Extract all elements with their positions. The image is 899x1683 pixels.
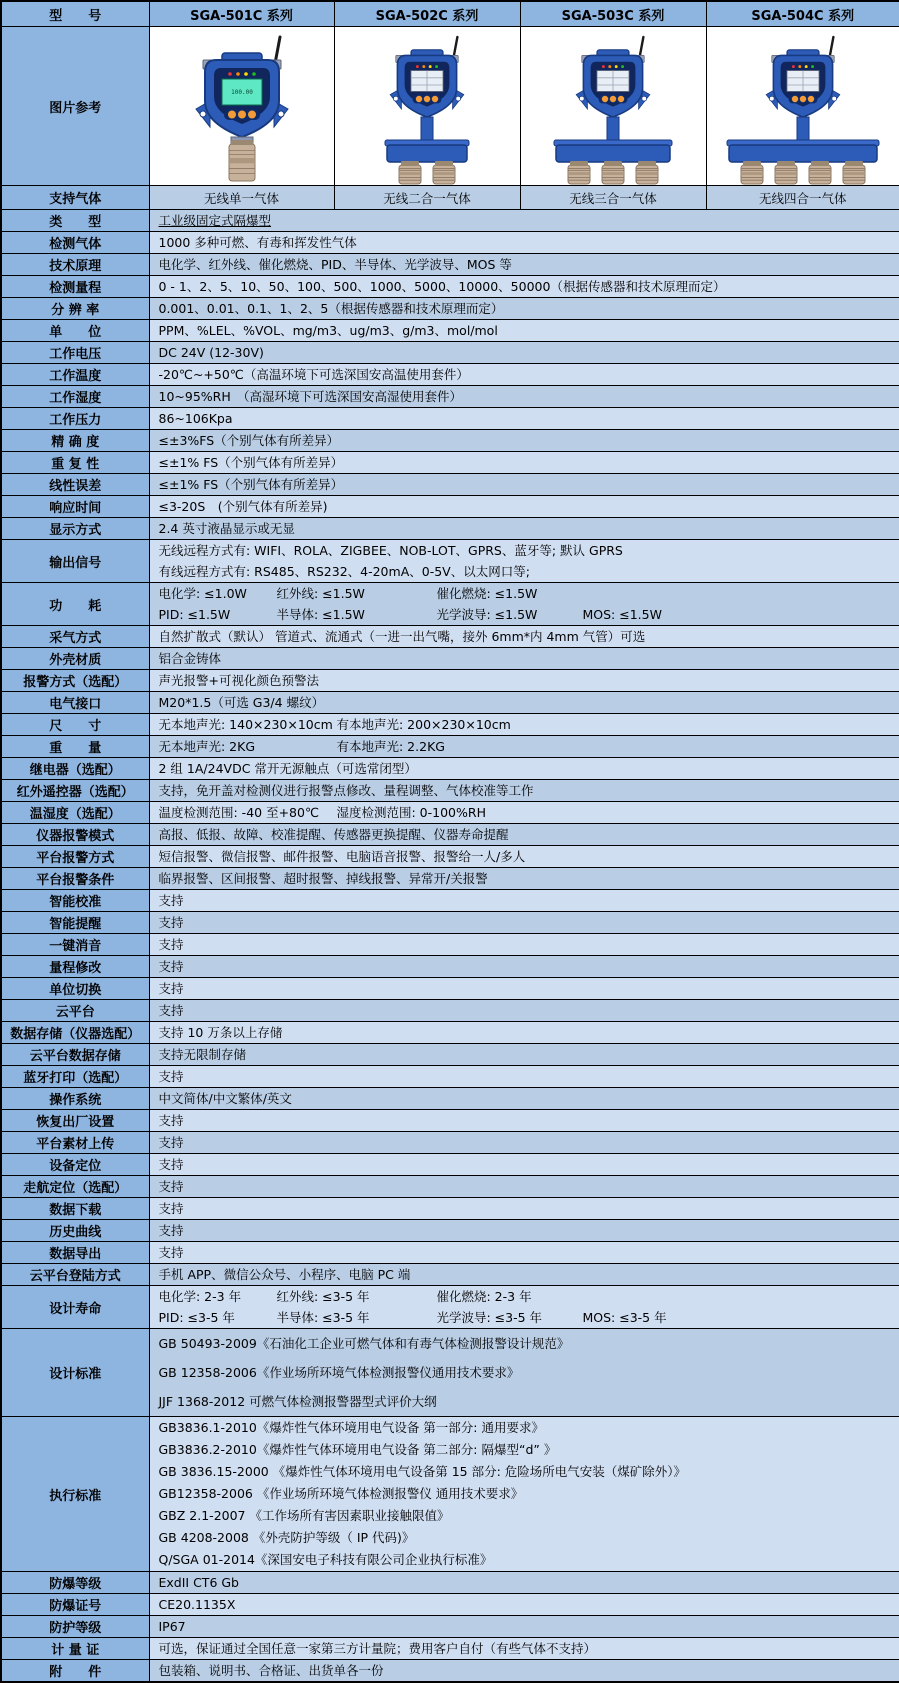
spec-row [1, 670, 899, 692]
spec-label: 检测量程 [1, 276, 149, 298]
spec-value [149, 583, 899, 626]
model-header-label: 型 号 [1, 1, 149, 27]
spec-row [1, 1110, 899, 1132]
spec-label: 防护等级 [1, 1616, 149, 1638]
spec-value: 支持 [149, 1154, 899, 1176]
spec-value [149, 714, 899, 736]
spec-value: ≤±3%FS（个别气体有所差异） [149, 430, 899, 452]
spec-value: IP67 [149, 1616, 899, 1638]
spec-value: 1000 多种可燃、有毒和挥发性气体 [149, 232, 899, 254]
spec-value: M20*1.5（可选 G3/4 螺纹） [149, 692, 899, 714]
spec-value-segment: MOS: ≤3-5 年 [582, 1310, 667, 1325]
supported-gas-label: 支持气体 [1, 186, 149, 210]
spec-label: 单 位 [1, 320, 149, 342]
model-header-sga-504c: SGA-504C 系列 [706, 1, 899, 27]
spec-row [1, 430, 899, 452]
spec-row [1, 1088, 899, 1110]
spec-label: 功 耗 [1, 583, 149, 626]
spec-label: 设备定位 [1, 1154, 149, 1176]
spec-value [149, 1286, 899, 1329]
model-header-row [1, 1, 899, 27]
spec-row [1, 474, 899, 496]
spec-row [1, 386, 899, 408]
spec-row [1, 912, 899, 934]
spec-label: 执行标准 [1, 1417, 149, 1572]
spec-label: 精 确 度 [1, 430, 149, 452]
gas-detector-illustration [523, 27, 703, 185]
spec-value-segment: PID: ≤1.5W [158, 607, 231, 622]
spec-label: 历史曲线 [1, 1220, 149, 1242]
spec-value-segment: 无本地声光: 2KG [158, 739, 256, 754]
spec-value: 支持 [149, 956, 899, 978]
spec-label: 云平台 [1, 1000, 149, 1022]
spec-row [1, 846, 899, 868]
spec-value: DC 24V (12-30V) [149, 342, 899, 364]
spec-row [1, 1329, 899, 1417]
spec-value: 支持，免开盖对检测仪进行报警点修改、量程调整、气体校准等工作 [149, 780, 899, 802]
gas-detector-illustration [337, 27, 517, 185]
spec-row [1, 1066, 899, 1088]
spec-value: ≤±1% FS（个别气体有所差异） [149, 474, 899, 496]
spec-label: 云平台数据存储 [1, 1044, 149, 1066]
spec-row [1, 692, 899, 714]
spec-value: 支持 [149, 1066, 899, 1088]
spec-value-segment: 温度检测范围: -40 至+80℃ [158, 805, 319, 820]
spec-value: ≤±1% FS（个别气体有所差异） [149, 452, 899, 474]
spec-row [1, 1154, 899, 1176]
spec-value: 支持 [149, 978, 899, 1000]
spec-row [1, 210, 899, 232]
spec-label: 数据下载 [1, 1198, 149, 1220]
spec-label: 设计标准 [1, 1329, 149, 1417]
spec-row [1, 496, 899, 518]
spec-label: 报警方式（选配） [1, 670, 149, 692]
spec-value-segment: 有本地声光: 200×230×10cm [336, 717, 511, 732]
spec-value: 2.4 英寸液晶显示或无显 [149, 518, 899, 540]
spec-row [1, 1176, 899, 1198]
spec-row [1, 1616, 899, 1638]
spec-value: 支持 [149, 912, 899, 934]
spec-label: 平台素材上传 [1, 1132, 149, 1154]
spec-label: 外壳材质 [1, 648, 149, 670]
spec-label: 恢复出厂设置 [1, 1110, 149, 1132]
spec-value: 可选，保证通过全国任意一家第三方计量院；费用客户自付（有些气体不支持） [149, 1638, 899, 1660]
spec-row [1, 714, 899, 736]
spec-label: 继电器（选配） [1, 758, 149, 780]
spec-row [1, 1594, 899, 1616]
spec-row [1, 518, 899, 540]
spec-value: 支持 [149, 934, 899, 956]
spec-value: 工业级固定式隔爆型 [149, 210, 899, 232]
spec-row [1, 1242, 899, 1264]
spec-value-segment: 湿度检测范围: 0-100%RH [336, 805, 486, 820]
spec-value: 支持 10 万条以上存储 [149, 1022, 899, 1044]
spec-row [1, 648, 899, 670]
gas-detector-illustration [713, 27, 893, 185]
spec-row [1, 364, 899, 386]
spec-row [1, 1638, 899, 1660]
spec-label: 一键消音 [1, 934, 149, 956]
spec-value-segment: 光学波导: ≤1.5W [436, 607, 538, 622]
spec-value-segment: PID: ≤3-5 年 [158, 1310, 235, 1325]
spec-value: 支持 [149, 890, 899, 912]
product-image-sga-501c [149, 27, 334, 186]
spec-row [1, 1022, 899, 1044]
spec-row [1, 540, 899, 583]
spec-value: 声光报警+可视化颜色预警法 [149, 670, 899, 692]
spec-value: 0 - 1、2、5、10、50、100、500、1000、5000、10000、50000（根据传感器和技术原理而定） [149, 276, 899, 298]
spec-label: 重 量 [1, 736, 149, 758]
gas-value-sga-504c: 无线四合一气体 [706, 186, 899, 210]
spec-value: 支持 [149, 1242, 899, 1264]
spec-value: CE20.1135X [149, 1594, 899, 1616]
spec-row [1, 736, 899, 758]
spec-value: 支持 [149, 1198, 899, 1220]
spec-label: 显示方式 [1, 518, 149, 540]
spec-value: 支持 [149, 1176, 899, 1198]
spec-value: 支持 [149, 1110, 899, 1132]
model-header-sga-503c: SGA-503C 系列 [520, 1, 706, 27]
spec-value: 2 组 1A/24VDC 常开无源触点（可选常闭型） [149, 758, 899, 780]
spec-label: 智能提醒 [1, 912, 149, 934]
spec-row [1, 320, 899, 342]
spec-label: 响应时间 [1, 496, 149, 518]
spec-value-segment: 电化学: ≤1.0W [158, 586, 247, 601]
image-row-label: 图片参考 [1, 27, 149, 186]
spec-value: 短信报警、微信报警、邮件报警、电脑语音报警、报警给一人/多人 [149, 846, 899, 868]
spec-row [1, 1264, 899, 1286]
spec-value: 支持 [149, 1220, 899, 1242]
spec-value: 无线远程方式有: WIFI、ROLA、ZIGBEE、NOB-LOT、GPRS、蓝牙等; 默认 GPRS 有线远程方式有: RS485、RS232、4-20mA、0-5V、以太网口等; [149, 540, 899, 583]
spec-label: 类 型 [1, 210, 149, 232]
spec-label: 平台报警条件 [1, 868, 149, 890]
svg-text:100.00: 100.00 [230, 89, 253, 96]
spec-row [1, 232, 899, 254]
spec-row [1, 276, 899, 298]
spec-row [1, 934, 899, 956]
spec-value: 电化学、红外线、催化燃烧、PID、半导体、光学波导、MOS 等 [149, 254, 899, 276]
spec-row [1, 452, 899, 474]
spec-value: 临界报警、区间报警、超时报警、掉线报警、异常开/关报警 [149, 868, 899, 890]
spec-label: 计 量 证 [1, 1638, 149, 1660]
spec-label: 工作电压 [1, 342, 149, 364]
spec-label: 尺 寸 [1, 714, 149, 736]
spec-row [1, 298, 899, 320]
spec-row [1, 254, 899, 276]
spec-label: 云平台登陆方式 [1, 1264, 149, 1286]
spec-value-segment: 红外线: ≤1.5W [276, 586, 365, 601]
spec-label: 防爆等级 [1, 1572, 149, 1594]
spec-label: 蓝牙打印（选配） [1, 1066, 149, 1088]
spec-label: 输出信号 [1, 540, 149, 583]
spec-row [1, 583, 899, 626]
supported-gas-row [1, 186, 899, 210]
spec-label: 检测气体 [1, 232, 149, 254]
spec-label: 红外遥控器（选配） [1, 780, 149, 802]
spec-row [1, 978, 899, 1000]
spec-row [1, 802, 899, 824]
spec-label: 走航定位（选配） [1, 1176, 149, 1198]
spec-label: 温湿度（选配） [1, 802, 149, 824]
spec-value-segment: MOS: ≤1.5W [582, 607, 662, 622]
spec-row [1, 1417, 899, 1572]
spec-value-segment: 无本地声光: 140×230×10cm [158, 717, 333, 732]
spec-value-segment: 催化燃烧: ≤1.5W [436, 586, 538, 601]
spec-label: 技术原理 [1, 254, 149, 276]
spec-label: 仪器报警模式 [1, 824, 149, 846]
spec-row [1, 1660, 899, 1683]
spec-value: 高报、低报、故障、校准提醒、传感器更换提醒、仪器寿命提醒 [149, 824, 899, 846]
spec-row [1, 824, 899, 846]
spec-value: 支持无限制存储 [149, 1044, 899, 1066]
gas-value-sga-503c: 无线三合一气体 [520, 186, 706, 210]
spec-row [1, 890, 899, 912]
spec-value: -20℃~+50℃（高温环境下可选深国安高温使用套件） [149, 364, 899, 386]
product-image-sga-503c [520, 27, 706, 186]
spec-value: PPM、%LEL、%VOL、mg/m3、ug/m3、g/m3、mol/mol [149, 320, 899, 342]
model-header-sga-502c: SGA-502C 系列 [334, 1, 520, 27]
spec-label: 设计寿命 [1, 1286, 149, 1329]
spec-label: 附 件 [1, 1660, 149, 1683]
spec-label: 平台报警方式 [1, 846, 149, 868]
spec-row [1, 780, 899, 802]
spec-label: 重 复 性 [1, 452, 149, 474]
spec-label: 数据存储（仪器选配） [1, 1022, 149, 1044]
product-image-sga-504c [706, 27, 899, 186]
spec-row [1, 1000, 899, 1022]
spec-value: ExdII CT6 Gb [149, 1572, 899, 1594]
spec-value-segment: 光学波导: ≤3-5 年 [436, 1310, 543, 1325]
spec-row [1, 408, 899, 430]
spec-label: 工作温度 [1, 364, 149, 386]
spec-label: 智能校准 [1, 890, 149, 912]
spec-label: 量程修改 [1, 956, 149, 978]
spec-row [1, 956, 899, 978]
spec-value: ≤3-20S (个别气体有所差异) [149, 496, 899, 518]
spec-row [1, 758, 899, 780]
spec-value: 包装箱、说明书、合格证、出货单各一份 [149, 1660, 899, 1683]
spec-value [149, 736, 899, 758]
gas-value-sga-502c: 无线二合一气体 [334, 186, 520, 210]
spec-value: GB3836.1-2010《爆炸性气体环境用电气设备 第一部分: 通用要求》 GB3836.2-2010《爆炸性气体环境用电气设备 第二部分: 隔爆型“d” 》 GB 3836.15-2000 《爆炸性气体环境用电气设备第 15 部分: 危险场所电气安装（煤矿除外）》 GB12358-2006 《作业场所环境气体检测报警仪 通用技术要求》 GBZ 2.1-2007 《工作场所有害因素职业接触限值》 GB 4208-2008 《外壳防护等级（ IP 代码)》 Q/SGA 01-2014《深国安电子科技有限公司企业执行标准》 [149, 1417, 899, 1572]
spec-row [1, 1198, 899, 1220]
spec-label: 工作压力 [1, 408, 149, 430]
spec-value-segment: 电化学: 2-3 年 [158, 1289, 242, 1304]
spec-value: 支持 [149, 1000, 899, 1022]
spec-value: 支持 [149, 1132, 899, 1154]
spec-row [1, 626, 899, 648]
spec-row [1, 342, 899, 364]
spec-value [149, 802, 899, 824]
spec-label: 操作系统 [1, 1088, 149, 1110]
spec-value: 自然扩散式（默认） 管道式、流通式（一进一出气嘴，接外 6mm*内 4mm 气管）可选 [149, 626, 899, 648]
spec-value-segment: 半导体: ≤1.5W [276, 607, 365, 622]
gas-detector-illustration [152, 27, 332, 185]
spec-row [1, 1132, 899, 1154]
gas-value-sga-501c: 无线单一气体 [149, 186, 334, 210]
spec-value: 10~95%RH （高湿环境下可选深国安高湿使用套件） [149, 386, 899, 408]
spec-value: 中文简体/中文繁体/英文 [149, 1088, 899, 1110]
spec-value: 86~106Kpa [149, 408, 899, 430]
spec-value-segment: 红外线: ≤3-5 年 [276, 1289, 370, 1304]
spec-value-segment: 半导体: ≤3-5 年 [276, 1310, 370, 1325]
spec-label: 防爆证号 [1, 1594, 149, 1616]
spec-row [1, 868, 899, 890]
spec-label: 采气方式 [1, 626, 149, 648]
spec-label: 工作湿度 [1, 386, 149, 408]
spec-value: GB 50493-2009《石油化工企业可燃气体和有毒气体检测报警设计规范》 GB 12358-2006《作业场所环境气体检测报警仪通用技术要求》 JJF 1368-2012 可燃气体检测报警器型式评价大纲 [149, 1329, 899, 1417]
spec-row [1, 1572, 899, 1594]
spec-row [1, 1044, 899, 1066]
spec-value: 手机 APP、微信公众号、小程序、电脑 PC 端 [149, 1264, 899, 1286]
spec-value: 铝合金铸体 [149, 648, 899, 670]
product-image-row [1, 27, 899, 186]
spec-value-segment: 有本地声光: 2.2KG [336, 739, 445, 754]
spec-value: 0.001、0.01、0.1、1、2、5（根据传感器和技术原理而定） [149, 298, 899, 320]
spec-label: 线性误差 [1, 474, 149, 496]
spec-label: 分 辨 率 [1, 298, 149, 320]
spec-row [1, 1286, 899, 1329]
product-image-sga-502c [334, 27, 520, 186]
spec-row [1, 1220, 899, 1242]
spec-label: 单位切换 [1, 978, 149, 1000]
spec-label: 电气接口 [1, 692, 149, 714]
spec-label: 数据导出 [1, 1242, 149, 1264]
spec-value-segment: 催化燃烧: 2-3 年 [436, 1289, 532, 1304]
model-header-sga-501c: SGA-501C 系列 [149, 1, 334, 27]
